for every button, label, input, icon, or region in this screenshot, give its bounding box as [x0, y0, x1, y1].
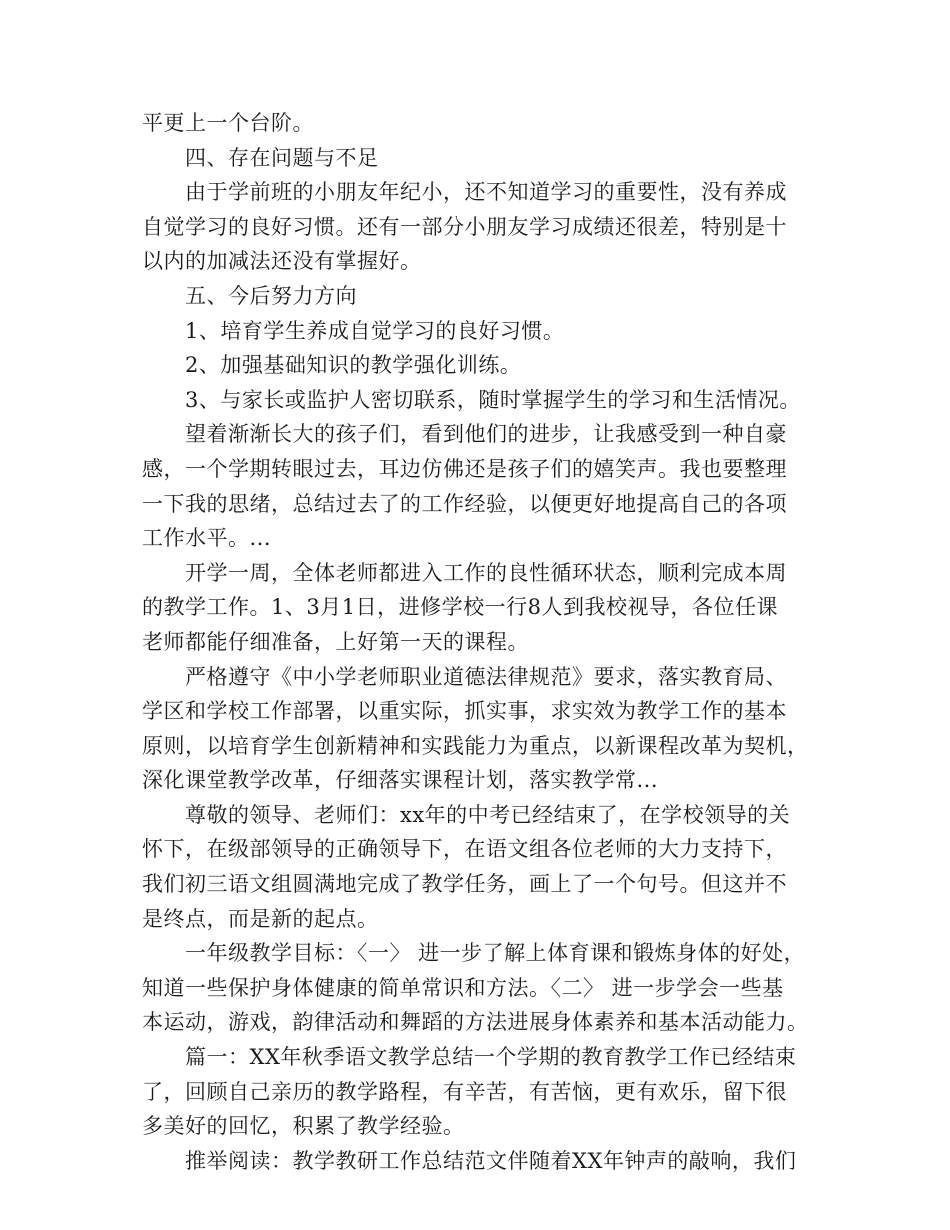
text-line: 四、存在问题与不足: [185, 145, 379, 170]
text-line: 感，一个学期转眼过去，耳边仿佛还是孩子们的嬉笑声。我也要整理: [142, 456, 787, 481]
text-line: 多美好的回忆，积累了教学经验。: [142, 1114, 465, 1139]
text-line: 深化课堂教学改革，仔细落实课程计划，落实教学常...: [142, 768, 659, 793]
text-line: 是终点，而是新的起点。: [142, 906, 379, 931]
text-line: 本运动，游戏，韵律活动和舞蹈的方法进展身体素养和基本活动能力。: [142, 1010, 809, 1035]
text-line: 老师都能仔细准备，上好第一天的课程。: [142, 629, 529, 654]
text-line: 我们初三语文组圆满地完成了教学任务，画上了一个句号。但这并不: [142, 872, 787, 897]
text-line: 五、今后努力方向: [185, 283, 357, 308]
text-line: 尊敬的领导、老师们：xx年的中考已经结束了，在学校领导的关: [185, 802, 791, 827]
text-line: 的教学工作。1、3月1日，进修学校一行8人到我校视导，各位任课: [142, 595, 778, 620]
text-line: 望着渐渐长大的孩子们，看到他们的进步，让我感受到一种自豪: [185, 422, 787, 447]
text-line: 3、与家长或监护人密切联系，随时掌握学生的学习和生活情况。: [185, 387, 801, 412]
text-line: 工作水平。...: [142, 526, 272, 551]
document-body: [142, 106, 822, 1178]
text-line: 了，回顾自己亲历的教学路程，有辛苦，有苦恼，更有欢乐，留下很: [142, 1079, 787, 1104]
text-line: 原则，以培育学生创新精神和实践能力为重点，以新课程改革为契机，: [142, 733, 809, 758]
text-line: 严格遵守《中小学老师职业道德法律规范》要求，落实教育局、: [185, 664, 787, 689]
text-line: 以内的加减法还没有掌握好。: [142, 249, 422, 274]
text-line: 学区和学校工作部署，以重实际，抓实事，求实效为教学工作的基本: [142, 699, 787, 724]
text-line: 自觉学习的良好习惯。还有一部分小朋友学习成绩还很差，特别是十: [142, 214, 787, 239]
text-line: 怀下，在级部领导的正确领导下，在语文组各位老师的大力支持下，: [142, 837, 787, 862]
text-line: 知道一些保护身体健康的简单常识和方法。〈二〉 进一步学会一些基: [142, 975, 784, 1000]
text-line: 篇一：XX年秋季语文教学总结一个学期的教育教学工作已经结束: [185, 1045, 797, 1070]
text-line: 一年级教学目标：〈一〉 进一步了解上体育课和锻炼身体的好处，: [185, 941, 806, 966]
text-line: 1、培育学生养成自觉学习的良好习惯。: [185, 318, 565, 343]
text-line: 推举阅读：教学教研工作总结范文伴随着XX年钟声的敲响，我们: [185, 1148, 797, 1173]
text-line: 平更上一个台阶。: [142, 111, 314, 135]
text-line: 2、加强基础知识的教学强化训练。: [185, 353, 522, 378]
text-line: 一下我的思绪，总结过去了的工作经验，以便更好地提高自己的各项: [142, 491, 787, 516]
text-line: 开学一周，全体老师都进入工作的良性循环状态，顺利完成本周: [185, 560, 787, 585]
text-line: 由于学前班的小朋友年纪小，还不知道学习的重要性，没有养成: [185, 180, 787, 205]
